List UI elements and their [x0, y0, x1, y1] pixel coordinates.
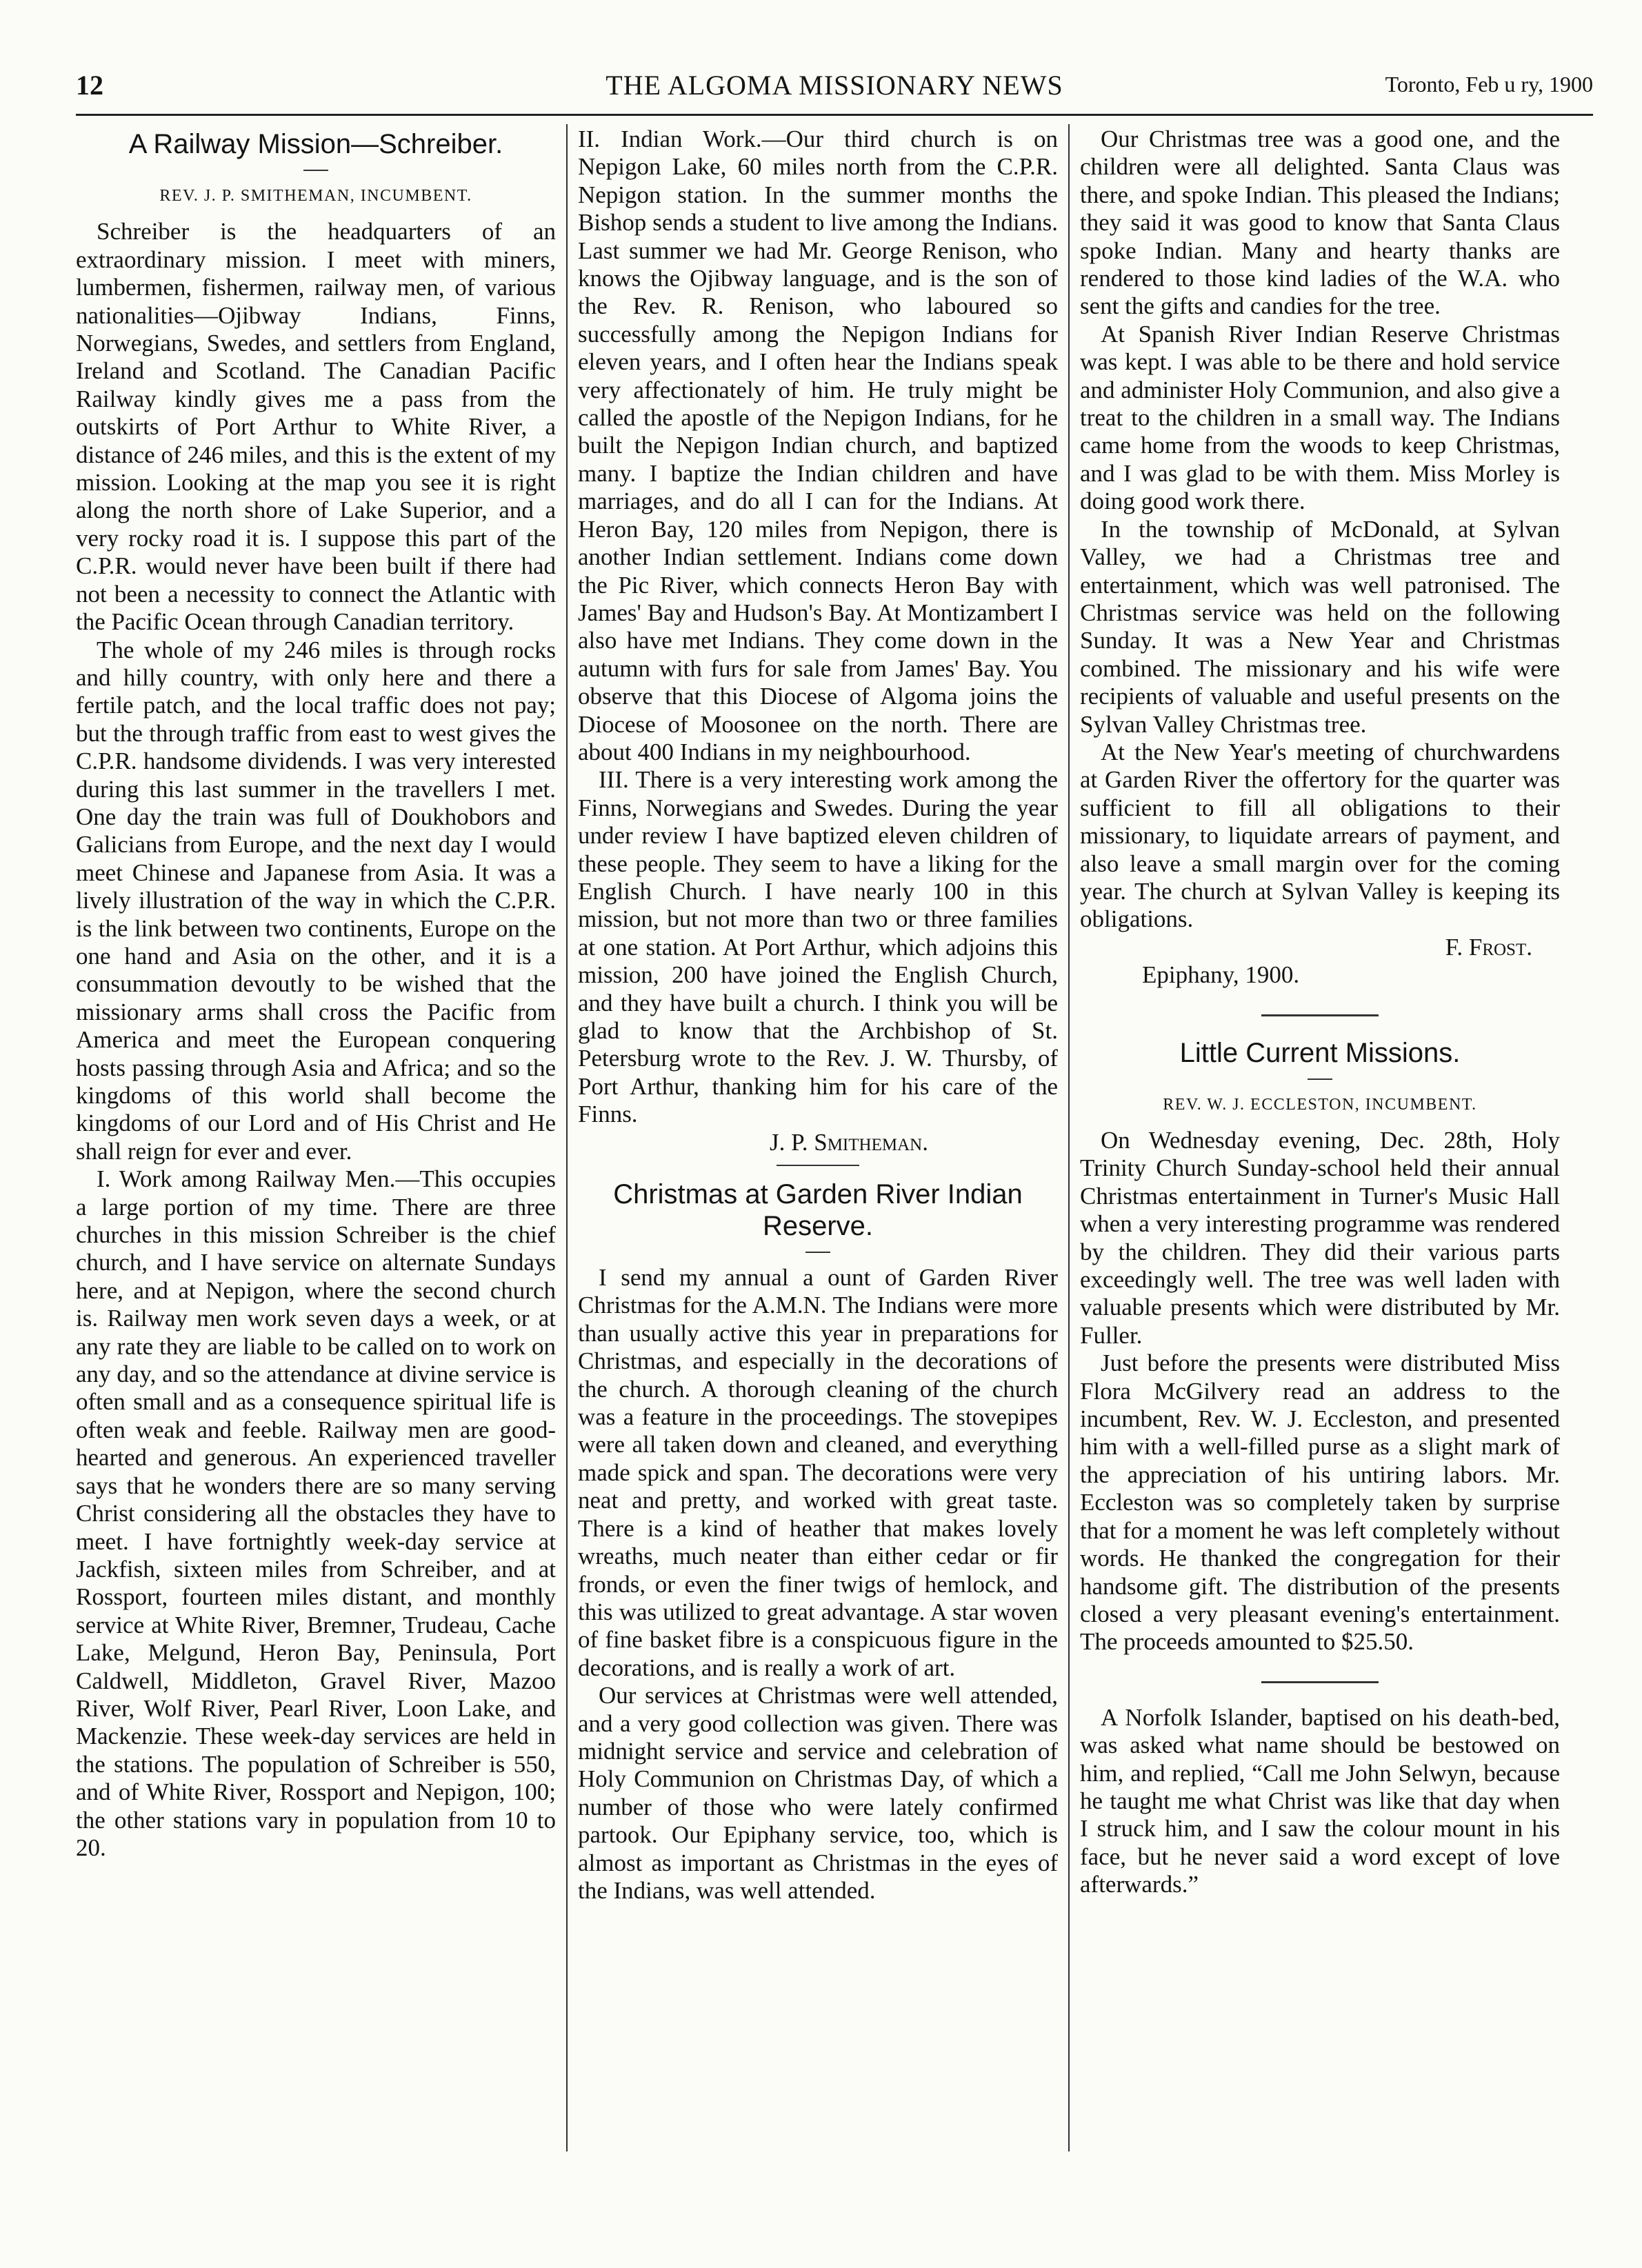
paragraph: The whole of my 246 miles is through rocks and hilly country, with only here and there a fertile patch, and the local traffic does not pay; but the through traffic from east to west gives the C.P.R. handsome dividends. I was very interested during this last summer in the travellers I met. One day the train was full of Doukhobors and Galicians from Europe, and the next day I would meet Chinese and Japanese from Asia. It was a lively illustration of the way in which the C.P.R. is the link between two continents, Europe on the one hand and Asia on the other, and it is a consummation devoutly to be wished that the missionary arms shall cross the Pacific from America and meet the European conquering hosts passing through Asia and Africa; and so the kingdoms of this world shall become the kingdoms of our Lord and of His Christ and He shall reign for ever and ever. [76, 636, 556, 1165]
article-title-garden-river: Christmas at Garden River Indian Reserve. [613, 1179, 1023, 1242]
signature-frost: F. Frost. [1445, 933, 1532, 961]
paragraph: Schreiber is the headquarters of an extraordinary mission. I meet with miners, lumbermen, fishermen, railway men, of various nationalities—Ojibway Indians, Finns, Norwegians, Swedes, and settlers from England, Ireland and Scotland. The Canadian Pacific Railway kindly gives me a pass from the outskirts of Port Arthur to White River, a distance of 246 miles, and this is the extent of my mission. Looking at the map you see it is right along the north shore of Lake Superior, and a very rocky road it is. I suppose this part of the C.P.R. would never have been built if there had not been a necessity to connect the Atlantic with the Pacific Ocean through Canadian territory. [76, 218, 556, 636]
title-dash [303, 170, 328, 171]
dateline: Epiphany, 1900. [1142, 961, 1300, 989]
paragraph: III. There is a very interesting work among the Finns, Norwegians and Swedes. During the year under review I have baptized eleven children of these people. They seem to have a liking for the English Church. I have nearly 100 in this mission, but not more than two or three families at one station. At Port Arthur, which adjoins this mission, 200 have joined the English Church, and they have built a church. I think you will be glad to know that the Archbishop of St. Petersburg wrote to the Rev. J. W. Thursby, of Port Arthur, thanking him for his care of the Finns. [578, 766, 1058, 1128]
article-title-railway-mission: A Railway Mission—Schreiber. [128, 129, 503, 159]
paragraph: I. Work among Railway Men.—This occupies a large portion of my time. There are three churches in this mission Schreiber is the chief church, and I have service on alternate Sundays here, and at Nepigon, where the second church is. Railway men work seven days a week, or at any rate they are liable to be called on to work on any day, and so the attendance at divine service is often small and as a consequence spiritual life is often weak and feeble. Railway men are good-hearted and generous. An experienced traveller says that he wonders there are so many serving Christ considering all the obstacles they have to meet. I have fortnightly week-day service at Jackfish, sixteen miles from Schreiber, and at Rossport, fourteen miles distant, and monthly service at White River, Bremner, Trudeau, Cache Lake, Melgund, Heron Bay, Peninsula, Port Caldwell, Middleton, Gravel River, Mazoo River, Wolf River, Pearl River, Loon Lake, and Mackenzie. These week-day services are held in the stations. The population of Schreiber is 550, and of White River, Rossport and Nepigon, 100; the other stations vary in population from 10 to 20. [76, 1165, 556, 1861]
paragraph: At the New Year's meeting of churchwardens at Garden River the offertory for the quarter was sufficient to fill all obligations to their missionary, to liquidate arrears of payment, and also leave a small margin over for the coming year. The church at Sylvan Valley is keeping its obligations. [1080, 738, 1560, 933]
byline-eccleston: REV. W. J. ECCLESTON, INCUMBENT. [1163, 1095, 1477, 1114]
paragraph: At Spanish River Indian Reserve Christmas was kept. I was able to be there and hold service and administer Holy Communion, and also give a treat to the children in a small way. The Indians came home from the woods to keep Christmas, and I was glad to be with them. Miss Morley is doing good work there. [1080, 320, 1560, 515]
title-dash [1308, 1078, 1332, 1080]
paragraph: II. Indian Work.—Our third church is on Nepigon Lake, 60 miles north from the C.P.R. Nepigon station. In the summer months the Bishop sends a student to live among the Indians. Last summer we had Mr. George Renison, who knows the Ojibway language, and is the son of the Rev. R. Renison, who laboured so successfully among the Nepigon Indians for eleven years, and I often hear the Indians speak very affectionately of him. He truly might be called the apostle of the Nepigon Indians, for he built the Nepigon Indian church, and baptized many. I baptize the Indian children and have marriages, and do all I can for the Indians. At Heron Bay, 120 miles from Nepigon, there is another Indian settlement. Indians come down the Pic River, which connects Heron Bay with James' Bay and Hudson's Bay. At Montizambert I also have met Indians. They come down in the autumn with furs for sale from James' Bay. You observe that this Diocese of Algoma joins the Diocese of Moosonee on the north. There are about 400 Indians in my neighbourhood. [578, 126, 1058, 765]
paragraph: A Norfolk Islander, baptised on his death-bed, was asked what name should be bestowed on him, and replied, “Call me John Selwyn, because he taught me what Christ was like that day when I struck him, and I saw the colour mount in his face, but he never said a word except of love afterwards.” [1080, 1703, 1560, 1898]
paragraph: I send my annual a ount of Garden River Christmas for the A.M.N. The Indians were more than usually active this year in preparations for Christmas, and especially in the decorations of the church. A thorough cleaning of the church was a feature in the proceedings. The stovepipes were all taken down and cleaned, and everything made spick and span. The decorations were very neat and pretty, and worked with great taste. There is a kind of heather that makes lovely wreaths, much neater than either cedar or fir fronds, or even the finer twigs of hemlock, and this was utilized to great advantage. A star woven of fine basket fibre is a conspicuous figure in the decorations, and is really a work of art. [578, 1264, 1058, 1681]
section-rule [1261, 1681, 1379, 1683]
header-rule [76, 114, 1593, 116]
section-rule [1261, 1014, 1379, 1016]
paragraph: In the township of McDonald, at Sylvan Valley, we had a Christmas tree and entertainment, which was well patronised. The Christmas service was held on the following Sunday. It was a New Year and Christmas combined. The missionary and his wife were recipients of valuable and useful presents on the Sylvan Valley Christmas tree. [1080, 515, 1560, 738]
section-rule [777, 1165, 859, 1166]
article-title-little-current: Little Current Missions. [1179, 1037, 1461, 1068]
column-3 [1080, 126, 1560, 2194]
column-divider [1068, 124, 1070, 2151]
title-dash [805, 1252, 830, 1253]
paragraph: Our services at Christmas were well attended, and a very good collection was given. There was midnight service and service and celebration of Holy Communion on Christmas Day, of which a number of those who were lately confirmed partook. Our Epiphany service, too, which is almost as important as Christmas in the eyes of the Indians, was well attended. [578, 1682, 1058, 1904]
paragraph: Our Christmas tree was a good one, and the children were all delighted. Santa Claus was there, and spoke Indian. This pleased the Indians; they said it was good to know that Santa Claus spoke Indian. Many and hearty thanks are rendered to those kind ladies of the W.A. who sent the gifts and candies for the tree. [1080, 126, 1560, 320]
column-1 [76, 126, 556, 2194]
byline-smitheman: REV. J. P. SMITHEMAN, INCUMBENT. [159, 187, 472, 205]
page-header [76, 69, 1593, 108]
signature-smitheman: J. P. Smitheman. [770, 1128, 928, 1156]
issue-date: Toronto, Feb u ry, 1900 [1385, 72, 1593, 97]
column-2 [578, 126, 1058, 2194]
journal-title: THE ALGOMA MISSIONARY NEWS [605, 70, 1063, 101]
column-divider [566, 124, 568, 2151]
paragraph: On Wednesday evening, Dec. 28th, Holy Trinity Church Sunday-school held their annual Christmas entertainment in Turner's Music Hall when a very interesting programme was rendered by the children. They did their various parts exceedingly well. The tree was well laden with valuable presents which were distributed by Mr. Fuller. [1080, 1127, 1560, 1349]
page-number: 12 [76, 70, 103, 101]
paragraph: Just before the presents were distributed Miss Flora McGilvery read an address to the incumbent, Rev. W. J. Eccleston, and presented him with a well-filled purse as a slight mark of the appreciation of his untiring labors. Mr. Eccleston was so completely taken by surprise that for a moment he was left completely without words. He thanked the congregation for their handsome gift. The distribution of the presents closed a very pleasant evening's entertainment. The proceeds amounted to $25.50. [1080, 1349, 1560, 1656]
